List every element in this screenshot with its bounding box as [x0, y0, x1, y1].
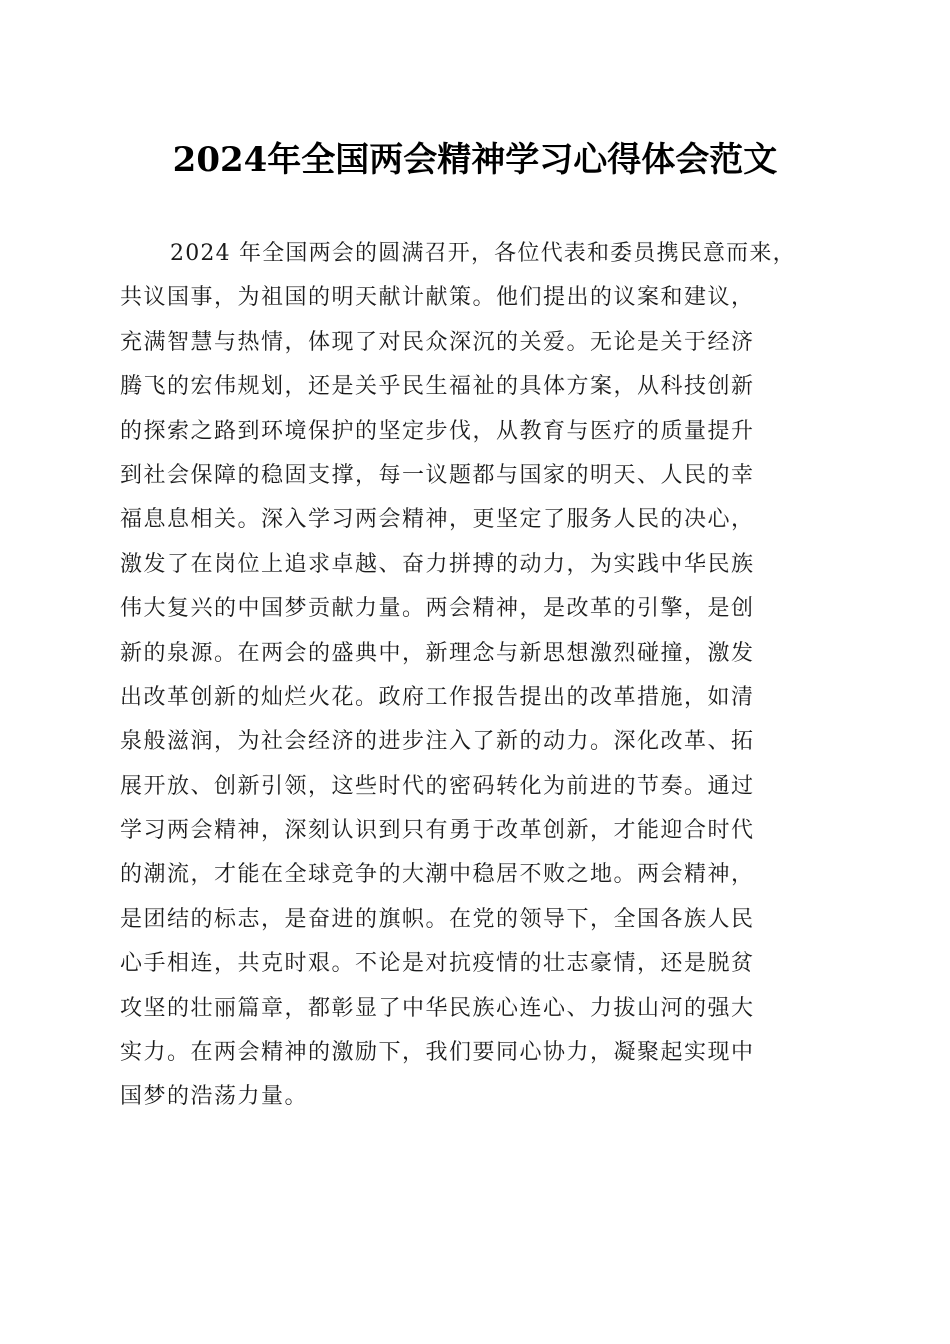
body-line: 国梦的浩荡力量。	[120, 1084, 309, 1110]
body-line: 攻坚的壮丽篇章，都彰显了中华民族心连心、力拔山河的强大	[120, 995, 755, 1021]
body-line: 实力。在两会精神的激励下，我们要同心协力，凝聚起实现中	[120, 1040, 755, 1066]
body-line: 展开放、创新引领，这些时代的密码转化为前进的节奏。通过	[120, 773, 755, 799]
body-line: 充满智慧与热情，体现了对民众深沉的关爱。无论是关于经济	[120, 329, 755, 355]
body-line: 共议国事，为祖国的明天献计献策。他们提出的议案和建议，	[120, 285, 755, 311]
body-line: 是团结的标志，是奋进的旗帜。在党的领导下，全国各族人民	[120, 906, 755, 932]
body-line: 到社会保障的稳固支撑，每一议题都与国家的明天、人民的幸	[120, 462, 755, 488]
body-line: 激发了在岗位上追求卓越、奋力拼搏的动力，为实践中华民族	[120, 551, 755, 577]
body-line: 腾飞的宏伟规划，还是关乎民生福祉的具体方案，从科技创新	[120, 374, 755, 400]
body-line: 的探索之路到环境保护的坚定步伐，从教育与医疗的质量提升	[120, 418, 755, 444]
document-body	[120, 232, 840, 1120]
body-line: 心手相连，共克时艰。不论是对抗疫情的壮志豪情，还是脱贫	[120, 951, 755, 977]
body-line: 学习两会精神，深刻认识到只有勇于改革创新，才能迎合时代	[120, 818, 755, 844]
body-line: 泉般滋润，为社会经济的进步注入了新的动力。深化改革、拓	[120, 729, 755, 755]
body-line: 新的泉源。在两会的盛典中，新理念与新思想激烈碰撞，激发	[120, 640, 755, 666]
document-title: 2024年全国两会精神学习心得体会范文	[172, 140, 778, 180]
body-line: 伟大复兴的中国梦贡献力量。两会精神，是改革的引擎，是创	[120, 596, 755, 622]
body-line: 的潮流，才能在全球竞争的大潮中稳居不败之地。两会精神，	[120, 862, 755, 888]
body-line: 2024 年全国两会的圆满召开，各位代表和委员携民意而来，	[170, 241, 796, 266]
body-line: 出改革创新的灿烂火花。政府工作报告提出的改革措施，如清	[120, 684, 755, 710]
body-line: 福息息相关。深入学习两会精神，更坚定了服务人民的决心，	[120, 507, 755, 533]
